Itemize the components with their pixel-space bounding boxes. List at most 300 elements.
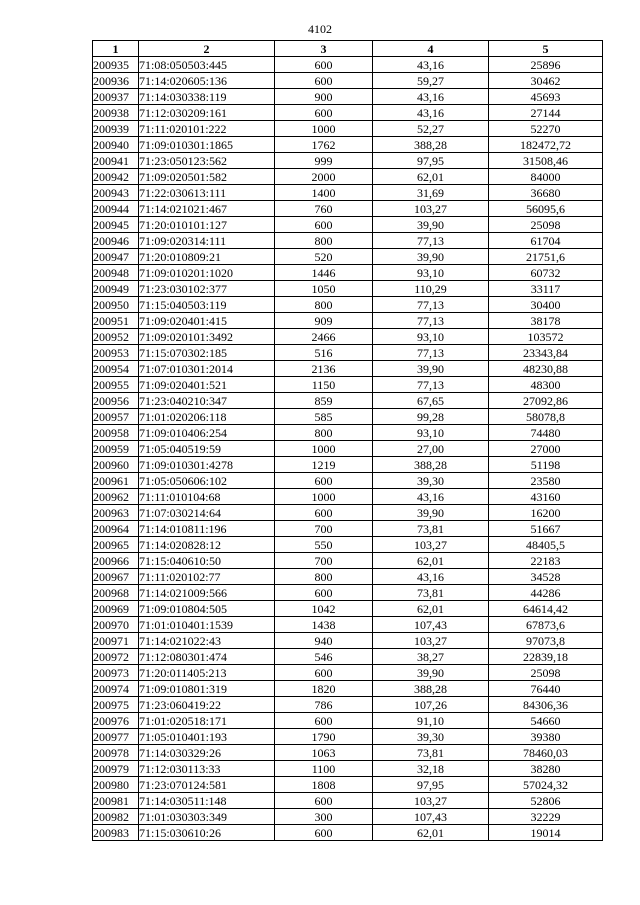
value-cell: 57024,32	[489, 777, 603, 793]
rate-cell: 39,90	[373, 505, 489, 521]
rate-cell: 62,01	[373, 825, 489, 841]
rate-cell: 91,10	[373, 713, 489, 729]
rate-cell: 107,43	[373, 617, 489, 633]
area-cell: 550	[275, 537, 373, 553]
rate-cell: 110,29	[373, 281, 489, 297]
rate-cell: 39,90	[373, 217, 489, 233]
value-cell: 43160	[489, 489, 603, 505]
cadastral-number-cell: 71:09:010301:4278	[139, 457, 275, 473]
row-id-cell: 200953	[93, 345, 139, 361]
row-id-cell: 200965	[93, 537, 139, 553]
rate-cell: 73,81	[373, 745, 489, 761]
row-id-cell: 200955	[93, 377, 139, 393]
value-cell: 30462	[489, 73, 603, 89]
cadastral-number-cell: 71:23:060419:22	[139, 697, 275, 713]
table-row	[93, 105, 603, 121]
value-cell: 52270	[489, 121, 603, 137]
rate-cell: 107,26	[373, 697, 489, 713]
row-id-cell: 200968	[93, 585, 139, 601]
rate-cell: 43,16	[373, 57, 489, 73]
area-cell: 600	[275, 793, 373, 809]
area-cell: 940	[275, 633, 373, 649]
value-cell: 38280	[489, 761, 603, 777]
rate-cell: 31,69	[373, 185, 489, 201]
cadastral-number-cell: 71:14:030329:26	[139, 745, 275, 761]
row-id-cell: 200977	[93, 729, 139, 745]
row-id-cell: 200957	[93, 409, 139, 425]
area-cell: 2136	[275, 361, 373, 377]
table-row	[93, 745, 603, 761]
row-id-cell: 200979	[93, 761, 139, 777]
area-cell: 600	[275, 825, 373, 841]
cadastral-number-cell: 71:14:020828:12	[139, 537, 275, 553]
rate-cell: 103,27	[373, 793, 489, 809]
value-cell: 51198	[489, 457, 603, 473]
table-row	[93, 249, 603, 265]
table-row	[93, 809, 603, 825]
area-cell: 1790	[275, 729, 373, 745]
area-cell: 516	[275, 345, 373, 361]
row-id-cell: 200975	[93, 697, 139, 713]
table-row	[93, 169, 603, 185]
area-cell: 2466	[275, 329, 373, 345]
area-cell: 585	[275, 409, 373, 425]
table-row	[93, 585, 603, 601]
table-row	[93, 665, 603, 681]
table-header-row	[93, 41, 603, 57]
value-cell: 103572	[489, 329, 603, 345]
rate-cell: 77,13	[373, 297, 489, 313]
cadastral-number-cell: 71:09:020401:521	[139, 377, 275, 393]
row-id-cell: 200971	[93, 633, 139, 649]
row-id-cell: 200976	[93, 713, 139, 729]
rate-cell: 93,10	[373, 265, 489, 281]
cadastral-number-cell: 71:15:070302:185	[139, 345, 275, 361]
table-row	[93, 649, 603, 665]
cadastral-number-cell: 71:07:030214:64	[139, 505, 275, 521]
value-cell: 31508,46	[489, 153, 603, 169]
value-cell: 182472,72	[489, 137, 603, 153]
row-id-cell: 200978	[93, 745, 139, 761]
rate-cell: 107,43	[373, 809, 489, 825]
rate-cell: 73,81	[373, 521, 489, 537]
rate-cell: 77,13	[373, 345, 489, 361]
rate-cell: 43,16	[373, 489, 489, 505]
row-id-cell: 200981	[93, 793, 139, 809]
value-cell: 23343,84	[489, 345, 603, 361]
rate-cell: 39,30	[373, 729, 489, 745]
value-cell: 97073,8	[489, 633, 603, 649]
value-cell: 51667	[489, 521, 603, 537]
cadastral-number-cell: 71:09:020101:3492	[139, 329, 275, 345]
cadastral-number-cell: 71:15:040610:50	[139, 553, 275, 569]
cadastral-number-cell: 71:23:040210:347	[139, 393, 275, 409]
area-cell: 700	[275, 521, 373, 537]
area-cell: 909	[275, 313, 373, 329]
rate-cell: 52,27	[373, 121, 489, 137]
table-row	[93, 89, 603, 105]
rate-cell: 388,28	[373, 457, 489, 473]
table-row	[93, 633, 603, 649]
value-cell: 23580	[489, 473, 603, 489]
area-cell: 800	[275, 297, 373, 313]
rate-cell: 62,01	[373, 169, 489, 185]
table-row	[93, 553, 603, 569]
value-cell: 27000	[489, 441, 603, 457]
value-cell: 33117	[489, 281, 603, 297]
area-cell: 600	[275, 217, 373, 233]
cadastral-number-cell: 71:15:030610:26	[139, 825, 275, 841]
cadastral-number-cell: 71:01:030303:349	[139, 809, 275, 825]
row-id-cell: 200973	[93, 665, 139, 681]
cadastral-number-cell: 71:09:010804:505	[139, 601, 275, 617]
row-id-cell: 200963	[93, 505, 139, 521]
area-cell: 600	[275, 505, 373, 521]
area-cell: 520	[275, 249, 373, 265]
rate-cell: 99,28	[373, 409, 489, 425]
row-id-cell: 200970	[93, 617, 139, 633]
rate-cell: 97,95	[373, 153, 489, 169]
area-cell: 1820	[275, 681, 373, 697]
row-id-cell: 200938	[93, 105, 139, 121]
cadastral-number-cell: 71:09:010406:254	[139, 425, 275, 441]
row-id-cell: 200947	[93, 249, 139, 265]
row-id-cell: 200980	[93, 777, 139, 793]
rate-cell: 77,13	[373, 233, 489, 249]
area-cell: 1400	[275, 185, 373, 201]
cadastral-number-cell: 71:22:030613:111	[139, 185, 275, 201]
table-row	[93, 473, 603, 489]
table-row	[93, 265, 603, 281]
area-cell: 800	[275, 569, 373, 585]
row-id-cell: 200952	[93, 329, 139, 345]
area-cell: 600	[275, 473, 373, 489]
value-cell: 60732	[489, 265, 603, 281]
area-cell: 1762	[275, 137, 373, 153]
value-cell: 76440	[489, 681, 603, 697]
cadastral-number-cell: 71:14:021022:43	[139, 633, 275, 649]
row-id-cell: 200959	[93, 441, 139, 457]
value-cell: 32229	[489, 809, 603, 825]
column-header-1: 1	[93, 41, 139, 57]
table-row	[93, 57, 603, 73]
column-header-3: 3	[275, 41, 373, 57]
row-id-cell: 200960	[93, 457, 139, 473]
value-cell: 64614,42	[489, 601, 603, 617]
cadastral-number-cell: 71:14:030338:119	[139, 89, 275, 105]
value-cell: 44286	[489, 585, 603, 601]
area-cell: 600	[275, 713, 373, 729]
table-row	[93, 793, 603, 809]
rate-cell: 388,28	[373, 137, 489, 153]
row-id-cell: 200972	[93, 649, 139, 665]
table-row	[93, 73, 603, 89]
rate-cell: 62,01	[373, 601, 489, 617]
row-id-cell: 200939	[93, 121, 139, 137]
cadastral-number-cell: 71:14:010811:196	[139, 521, 275, 537]
cadastral-number-cell: 71:11:020101:222	[139, 121, 275, 137]
cadastral-number-cell: 71:09:010301:1865	[139, 137, 275, 153]
rate-cell: 43,16	[373, 89, 489, 105]
row-id-cell: 200954	[93, 361, 139, 377]
table-row	[93, 233, 603, 249]
rate-cell: 77,13	[373, 377, 489, 393]
table-body	[93, 57, 603, 841]
row-id-cell: 200948	[93, 265, 139, 281]
row-id-cell: 200958	[93, 425, 139, 441]
cadastral-number-cell: 71:12:030209:161	[139, 105, 275, 121]
row-id-cell: 200942	[93, 169, 139, 185]
row-id-cell: 200943	[93, 185, 139, 201]
rate-cell: 32,18	[373, 761, 489, 777]
table-row	[93, 729, 603, 745]
table-row	[93, 617, 603, 633]
table-row	[93, 697, 603, 713]
cadastral-number-cell: 71:12:080301:474	[139, 649, 275, 665]
rate-cell: 39,90	[373, 249, 489, 265]
table-row	[93, 329, 603, 345]
value-cell: 36680	[489, 185, 603, 201]
table-row	[93, 489, 603, 505]
cadastral-number-cell: 71:20:011405:213	[139, 665, 275, 681]
table-row	[93, 537, 603, 553]
column-header-5: 5	[489, 41, 603, 57]
area-cell: 600	[275, 73, 373, 89]
row-id-cell: 200969	[93, 601, 139, 617]
value-cell: 27092,86	[489, 393, 603, 409]
value-cell: 39380	[489, 729, 603, 745]
table-row	[93, 713, 603, 729]
cadastral-number-cell: 71:14:021021:467	[139, 201, 275, 217]
area-cell: 1042	[275, 601, 373, 617]
row-id-cell: 200940	[93, 137, 139, 153]
cadastral-number-cell: 71:09:020314:111	[139, 233, 275, 249]
table-row	[93, 201, 603, 217]
cadastral-number-cell: 71:14:021009:566	[139, 585, 275, 601]
cadastral-number-cell: 71:09:020501:582	[139, 169, 275, 185]
area-cell: 600	[275, 57, 373, 73]
row-id-cell: 200937	[93, 89, 139, 105]
area-cell: 700	[275, 553, 373, 569]
rate-cell: 388,28	[373, 681, 489, 697]
row-id-cell: 200950	[93, 297, 139, 313]
rate-cell: 39,30	[373, 473, 489, 489]
value-cell: 45693	[489, 89, 603, 105]
rate-cell: 67,65	[373, 393, 489, 409]
area-cell: 1219	[275, 457, 373, 473]
area-cell: 760	[275, 201, 373, 217]
area-cell: 1446	[275, 265, 373, 281]
value-cell: 25098	[489, 665, 603, 681]
table-row	[93, 281, 603, 297]
rate-cell: 103,27	[373, 537, 489, 553]
area-cell: 600	[275, 665, 373, 681]
area-cell: 1000	[275, 441, 373, 457]
row-id-cell: 200966	[93, 553, 139, 569]
area-cell: 900	[275, 89, 373, 105]
area-cell: 1000	[275, 121, 373, 137]
cadastral-number-cell: 71:23:070124:581	[139, 777, 275, 793]
row-id-cell: 200936	[93, 73, 139, 89]
cadastral-number-cell: 71:09:010801:319	[139, 681, 275, 697]
table-row	[93, 361, 603, 377]
value-cell: 22839,18	[489, 649, 603, 665]
rate-cell: 59,27	[373, 73, 489, 89]
table-row	[93, 137, 603, 153]
rate-cell: 103,27	[373, 201, 489, 217]
area-cell: 1050	[275, 281, 373, 297]
rate-cell: 73,81	[373, 585, 489, 601]
cadastral-number-cell: 71:01:020206:118	[139, 409, 275, 425]
area-cell: 1438	[275, 617, 373, 633]
cadastral-number-cell: 71:09:020401:415	[139, 313, 275, 329]
cadastral-number-cell: 71:01:010401:1539	[139, 617, 275, 633]
table-row	[93, 313, 603, 329]
cadastral-number-cell: 71:08:050503:445	[139, 57, 275, 73]
table-row	[93, 569, 603, 585]
row-id-cell: 200945	[93, 217, 139, 233]
value-cell: 22183	[489, 553, 603, 569]
row-id-cell: 200974	[93, 681, 139, 697]
rate-cell: 77,13	[373, 313, 489, 329]
area-cell: 859	[275, 393, 373, 409]
value-cell: 34528	[489, 569, 603, 585]
cadastral-number-cell: 71:20:010809:21	[139, 249, 275, 265]
column-header-4: 4	[373, 41, 489, 57]
table-row	[93, 505, 603, 521]
value-cell: 56095,6	[489, 201, 603, 217]
row-id-cell: 200944	[93, 201, 139, 217]
table-row	[93, 681, 603, 697]
area-cell: 786	[275, 697, 373, 713]
value-cell: 67873,6	[489, 617, 603, 633]
area-cell: 2000	[275, 169, 373, 185]
cadastral-number-cell: 71:05:040519:59	[139, 441, 275, 457]
value-cell: 25098	[489, 217, 603, 233]
table-row	[93, 761, 603, 777]
column-header-2: 2	[139, 41, 275, 57]
table-row	[93, 409, 603, 425]
cadastral-number-cell: 71:23:050123:562	[139, 153, 275, 169]
row-id-cell: 200967	[93, 569, 139, 585]
area-cell: 300	[275, 809, 373, 825]
cadastral-number-cell: 71:14:020605:136	[139, 73, 275, 89]
cadastral-number-cell: 71:20:010101:127	[139, 217, 275, 233]
row-id-cell: 200946	[93, 233, 139, 249]
land-registry-table	[92, 40, 603, 841]
table-row	[93, 393, 603, 409]
cadastral-number-cell: 71:23:030102:377	[139, 281, 275, 297]
area-cell: 800	[275, 233, 373, 249]
rate-cell: 27,00	[373, 441, 489, 457]
value-cell: 61704	[489, 233, 603, 249]
rate-cell: 103,27	[373, 633, 489, 649]
table-row	[93, 601, 603, 617]
area-cell: 1063	[275, 745, 373, 761]
cadastral-number-cell: 71:12:030113:33	[139, 761, 275, 777]
area-cell: 800	[275, 425, 373, 441]
row-id-cell: 200949	[93, 281, 139, 297]
value-cell: 48230,88	[489, 361, 603, 377]
table-row	[93, 217, 603, 233]
rate-cell: 43,16	[373, 569, 489, 585]
cadastral-number-cell: 71:01:020518:171	[139, 713, 275, 729]
value-cell: 30400	[489, 297, 603, 313]
rate-cell: 39,90	[373, 665, 489, 681]
table-row	[93, 185, 603, 201]
value-cell: 58078,8	[489, 409, 603, 425]
area-cell: 1000	[275, 489, 373, 505]
table-row	[93, 777, 603, 793]
value-cell: 84000	[489, 169, 603, 185]
cadastral-number-cell: 71:11:020102:77	[139, 569, 275, 585]
rate-cell: 43,16	[373, 105, 489, 121]
table-row	[93, 377, 603, 393]
page-number: 4102	[308, 22, 332, 36]
cadastral-number-cell: 71:07:010301:2014	[139, 361, 275, 377]
rate-cell: 62,01	[373, 553, 489, 569]
area-cell: 1808	[275, 777, 373, 793]
row-id-cell: 200964	[93, 521, 139, 537]
value-cell: 74480	[489, 425, 603, 441]
row-id-cell: 200983	[93, 825, 139, 841]
table-row	[93, 153, 603, 169]
area-cell: 1150	[275, 377, 373, 393]
rate-cell: 39,90	[373, 361, 489, 377]
rate-cell: 38,27	[373, 649, 489, 665]
value-cell: 16200	[489, 505, 603, 521]
cadastral-number-cell: 71:05:050606:102	[139, 473, 275, 489]
row-id-cell: 200961	[93, 473, 139, 489]
value-cell: 25896	[489, 57, 603, 73]
area-cell: 600	[275, 105, 373, 121]
row-id-cell: 200935	[93, 57, 139, 73]
table-row	[93, 521, 603, 537]
row-id-cell: 200941	[93, 153, 139, 169]
value-cell: 54660	[489, 713, 603, 729]
table-row	[93, 345, 603, 361]
area-cell: 546	[275, 649, 373, 665]
value-cell: 78460,03	[489, 745, 603, 761]
table-row	[93, 121, 603, 137]
table-row	[93, 425, 603, 441]
table-row	[93, 297, 603, 313]
row-id-cell: 200962	[93, 489, 139, 505]
cadastral-number-cell: 71:15:040503:119	[139, 297, 275, 313]
value-cell: 48300	[489, 377, 603, 393]
cadastral-number-cell: 71:11:010104:68	[139, 489, 275, 505]
cadastral-number-cell: 71:09:010201:1020	[139, 265, 275, 281]
value-cell: 52806	[489, 793, 603, 809]
value-cell: 21751,6	[489, 249, 603, 265]
value-cell: 84306,36	[489, 697, 603, 713]
rate-cell: 93,10	[373, 329, 489, 345]
table-row	[93, 825, 603, 841]
table-row	[93, 441, 603, 457]
row-id-cell: 200982	[93, 809, 139, 825]
value-cell: 27144	[489, 105, 603, 121]
row-id-cell: 200956	[93, 393, 139, 409]
area-cell: 1100	[275, 761, 373, 777]
value-cell: 48405,5	[489, 537, 603, 553]
cadastral-number-cell: 71:05:010401:193	[139, 729, 275, 745]
rate-cell: 93,10	[373, 425, 489, 441]
table-row	[93, 457, 603, 473]
value-cell: 38178	[489, 313, 603, 329]
value-cell: 19014	[489, 825, 603, 841]
area-cell: 999	[275, 153, 373, 169]
row-id-cell: 200951	[93, 313, 139, 329]
